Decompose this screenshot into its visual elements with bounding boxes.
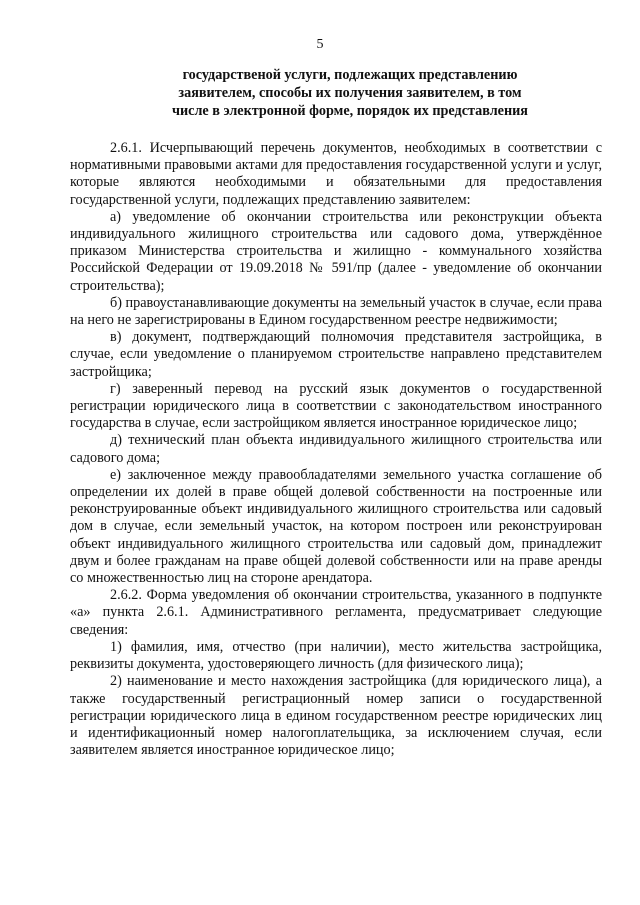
list-item-g: г) заверенный перевод на русский язык документов о государственной регистрации юридического лица в соответствии с законодательством иностранного государства в случае, если застройщиком является иностранное юридическое лицо;	[70, 380, 602, 432]
heading-line: заявителем, способы их получения заявителем, в том	[178, 85, 522, 101]
list-item-a: а) уведомление об окончании строительства или реконструкции объекта индивидуального жилищного строительства или садового дома, утверждённое приказом Министерства строительства и жилищно - коммунального хозяйства Российской Федерации от 19.09.2018 № 591/пр (далее - уведомление об окончании строительства);	[70, 208, 602, 294]
heading-line: государственой услуги, подлежащих представлению	[182, 67, 518, 83]
list-item-1: 1) фамилия, имя, отчество (при наличии), место жительства застройщика, реквизиты документа, удостоверяющего личность (для физического лица);	[70, 638, 602, 673]
list-item-v: в) документ, подтверждающий полномочия представителя застройщика, в случае, если уведомление о планируемом строительстве направлено представителем застройщика;	[70, 329, 602, 380]
list-item-2: 2) наименование и место нахождения застройщика (для юридического лица), а также государственный регистрационный номер записи о государственной регистрации юридического лица в едином государственном реестре юридических лиц и идентификационный номер налогоплательщика, за исключением случая, если заявителем является иностранное юридическое лицо;	[70, 673, 602, 759]
list-item-e: е) заключенное между правообладателями земельного участка соглашение об определении их долей в праве общей долевой собственности на построенные или реконструированные объект индивидуального жилищного строительства или садовый дом в случае, если земельный участок, на котором построен или реконструирован объект индивидуального жилищного строительства или садовый дом, принадлежит двум и более гражданам на праве общей долевой собственности или на праве аренды со множественностью лиц на стороне арендатора.	[70, 466, 602, 587]
heading-line: числе в электронной форме, порядок их представления	[171, 103, 528, 119]
paragraph-2-6-1: 2.6.1. Исчерпывающий перечень документов, необходимых в соответствии с нормативными правовыми актами для предоставления государственной услуги и услуг, которые являются необходимыми и обязательными для предоставления государственной услуги, подлежащих представлению заявителем:	[70, 140, 602, 208]
document-body	[70, 140, 602, 759]
paragraph-2-6-2: 2.6.2. Форма уведомления об окончании строительства, указанного в подпункте «а» пункта 2.6.1. Административного регламента, предусматривает следующие сведения:	[70, 587, 602, 638]
list-item-d: д) технический план объекта индивидуального жилищного строительства или садового дома;	[70, 432, 602, 466]
section-heading	[140, 66, 560, 120]
page-number: 5	[316, 37, 324, 52]
list-item-b: б) правоустанавливающие документы на земельный участок в случае, если права на него не зарегистрированы в Едином государственном реестре недвижимости;	[70, 294, 602, 329]
